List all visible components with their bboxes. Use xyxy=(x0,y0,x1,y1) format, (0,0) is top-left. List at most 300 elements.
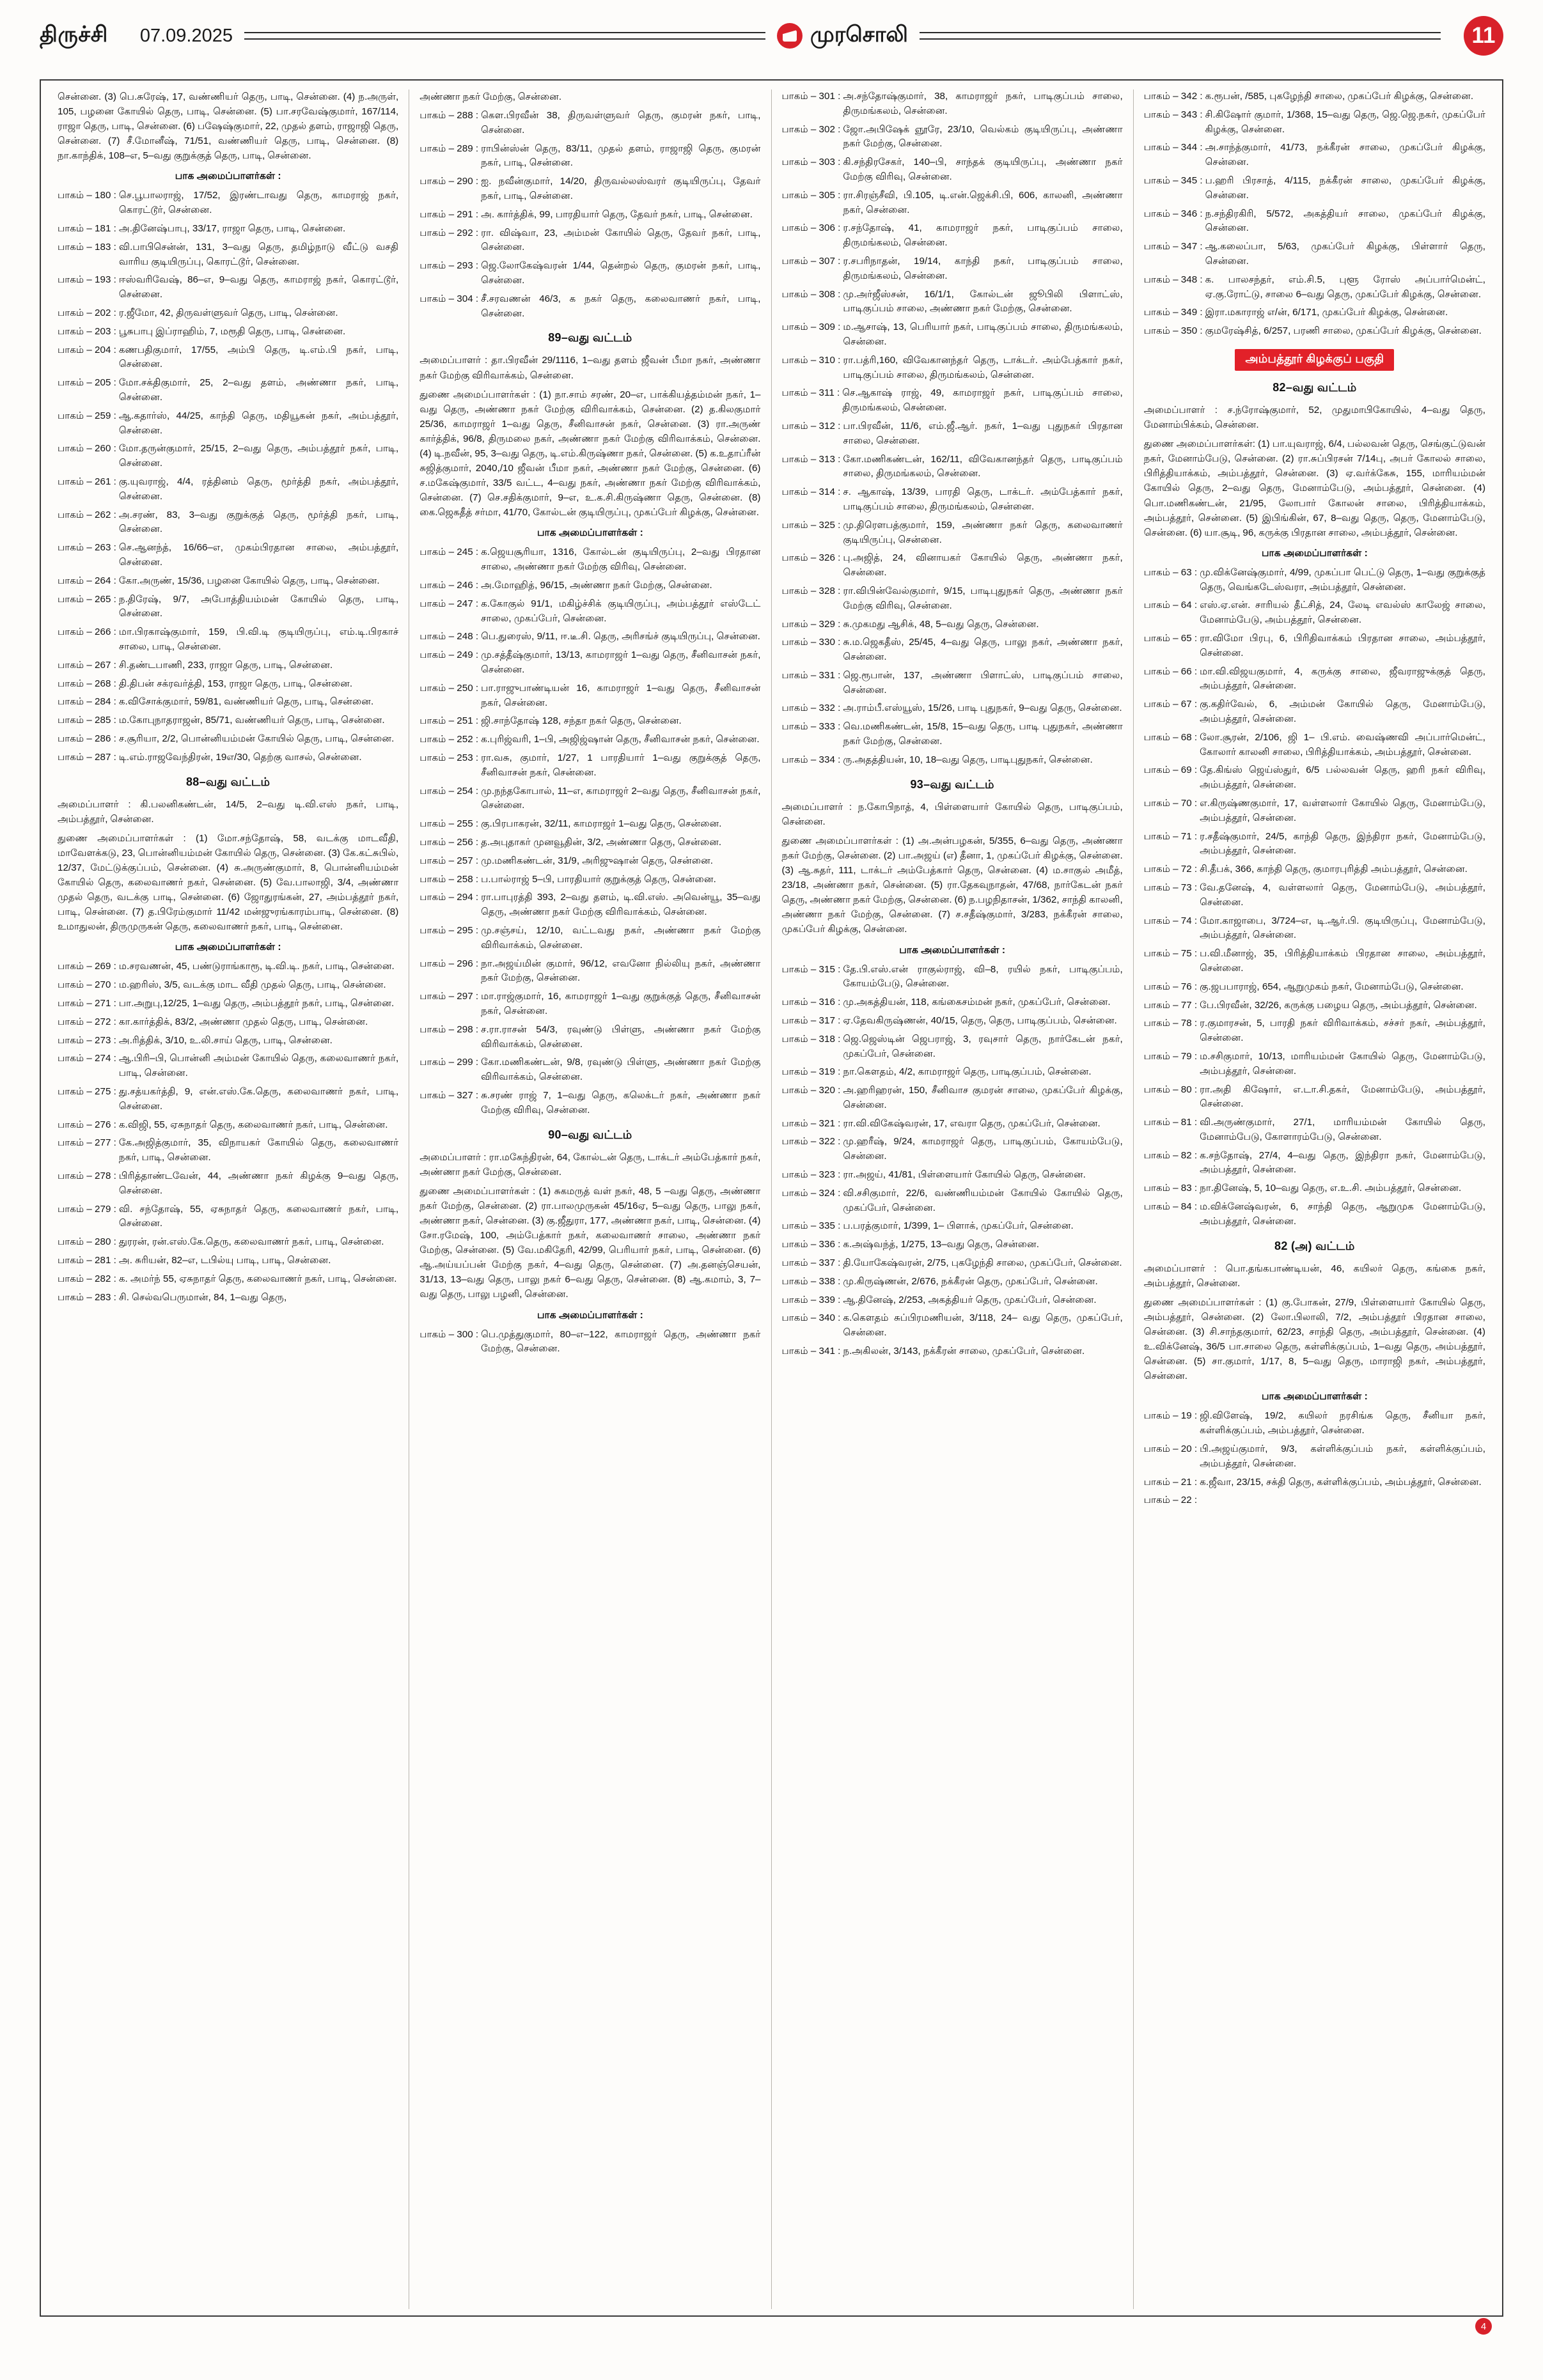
roster-entry-text: க.சந்தோஷ், 27/4, 4–வது தெரு, இந்திரா நகர், மேனாம்பேடு, அம்பத்தூர், சென்னை. xyxy=(1200,1149,1485,1176)
roster-entry-label: பாகம் – 342 : xyxy=(1143,91,1203,102)
roster-entry xyxy=(782,155,1123,185)
roster-entry xyxy=(58,1291,398,1305)
roster-entry xyxy=(782,453,1123,482)
roster-entry xyxy=(58,695,398,710)
roster-entry-label: பாகம் – 76 : xyxy=(1143,981,1198,992)
roster-entry-text: வெ.மணிகண்டன், 15/8, 15–வது தெரு, பாடி புதுநகர், அண்ணா நகர் மேற்கு, சென்னை. xyxy=(843,721,1123,747)
roster-entry xyxy=(419,597,760,626)
roster-entry-text: ரா.விபின்வேல்குமார், 9/15, பாடிபுதுநகர் தெரு, அண்ணா நகர் மேற்கு விரிவு, சென்னை. xyxy=(843,585,1123,611)
roster-entry-text: ஜி.விளேஷ், 19/2, கயிலர் நரசிங்க தெரு, சீனியா நகர், கள்ளிக்குப்பம், அம்பத்தூர், சென்னை. xyxy=(1200,1410,1485,1436)
roster-entry xyxy=(1144,306,1485,320)
roster-entry-text: ந.திரேஷ், 9/7, அபோத்தியம்மன் கோயில் தெரு, பாடி, சென்னை. xyxy=(118,593,399,619)
roster-entry xyxy=(1144,207,1485,237)
roster-entry-label: பாகம் – 319 : xyxy=(781,1066,841,1078)
roster-entry xyxy=(782,354,1123,383)
roster-entry-text: சி.தண்டபாணி, 233, ராஜா தெரு, பாடி, சென்னை. xyxy=(118,659,333,671)
roster-entry-text: கோ.மணிகண்டன், 162/11, விவேகானந்தர் தெரு, பாடிகுப்பம் சாலை, திருமங்கலம், சென்னை. xyxy=(843,453,1123,479)
roster-entry-text: ஜோ.அபிஷேக் ஞூரே, 23/10, வெல்கம் குடியிருப்பு, அண்ணா நகர் மேற்கு, சென்னை. xyxy=(843,123,1123,150)
roster-entry xyxy=(782,1311,1123,1341)
roster-entry-text: மு.விக்னேஷ்குமார், 4/99, முகப்பா பெட்டு தெரு, 1–வது குறுக்குத் தெரு, வெங்கடேஸ்வரா, அம்பத்தூர், சென்னை. xyxy=(1200,566,1485,593)
roster-entry xyxy=(1144,174,1485,203)
roster-entry-label: பாகம் – 264 : xyxy=(58,575,116,586)
roster-entry-text: து.சத்யகர்த்தி, 9, என்.எஸ்.கே.தெரு, கலைவாணர் நகர், பாடி, சென்னை. xyxy=(118,1085,399,1112)
roster-entry-text: ரு.அதத்தியன், 10, 18–வது தெரு, பாடிபுதுநகர், சென்னை. xyxy=(843,754,1093,765)
roster-entry xyxy=(58,978,398,993)
roster-entry-label: பாகம் – 78 : xyxy=(1143,1018,1198,1029)
masthead-city: திருச்சி xyxy=(40,22,108,47)
roster-entry-text: ர.சதீஷ்குமார், 24/5, காந்தி தெரு, இந்திரா நகர், மேனாம்பேடு, அம்பத்தூர், சென்னை. xyxy=(1200,830,1485,857)
roster-entry-label: பாகம் – 253 : xyxy=(419,752,479,764)
roster-entry-text: அ.சரண், 83, 3–வது குறுக்குத் தெரு, மூர்த்தி நகர், பாடி, சென்னை. xyxy=(118,509,399,535)
roster-entry xyxy=(58,409,398,439)
roster-entry xyxy=(1144,566,1485,595)
section-subheading: பாக அமைப்பாளர்கள் : xyxy=(537,1309,643,1321)
roster-entry-label: பாகம் – 66 : xyxy=(1143,665,1198,677)
roster-entry-text: ராபின்ஸ்ன் தெரு, 83/11, முதல் தளம், ராஜாஜி தெரு, குமரன் நகர், பாடி, சென்னை. xyxy=(481,143,761,169)
roster-entry-text: ர.குமாரசன், 5, பாரதி நகர் விரிவாக்கம், சச்சர் நகர், அம்பத்தூர், சென்னை. xyxy=(1200,1018,1485,1044)
roster-entry-label: பாகம் – 81 : xyxy=(1143,1117,1198,1128)
roster-entry xyxy=(1144,324,1485,339)
roster-entry xyxy=(1144,731,1485,760)
roster-entry-text: ரா.சிரஞ்சீவி, பி.105, டி.என்.ஜெக்சி.பி, 606, காலனி, அண்ணா நகர், சென்னை. xyxy=(843,189,1123,215)
roster-entry-label: பாகம் – 350 : xyxy=(1143,325,1203,337)
roster-entry-label: பாகம் – 265 : xyxy=(58,593,116,605)
roster-entry-label: பாகம் – 77 : xyxy=(1143,999,1198,1011)
roster-entry xyxy=(782,518,1123,548)
roster-entry xyxy=(419,1089,760,1118)
roster-entry-text: எஸ்.ஏ.என். சாரியல் தீட்சித், 24, லேடி எவல்ஸ் காலேஜ் சாலை, மேனாம்பேடு, அம்பத்தூர், சென்னை. xyxy=(1200,600,1485,626)
roster-entry xyxy=(782,618,1123,632)
roster-entry-text: கௌ.பிரவீன் 38, திருவள்ளுவர் தெரு, குமரன் நகர், பாடி, சென்னை. xyxy=(481,110,761,136)
paragraph: அமைப்பாளர் : ச.ந்ரோஷ்குமார், 52, முதுமாபிகோயில், 4–வது தெரு, மேனாம்பிக்கம், சென்னை. xyxy=(1143,404,1485,431)
roster-entry xyxy=(58,1202,398,1232)
area-heading-banner xyxy=(1144,349,1485,371)
roster-entry xyxy=(58,732,398,747)
roster-entry xyxy=(419,854,760,869)
roster-entry-text: சி.தீபக், 366, காந்தி தெரு, குமாரபுரித்தி அம்பத்தூர், சென்னை. xyxy=(1200,864,1468,875)
paragraph: அமைப்பாளர் : கி.பலனிகண்டன், 14/5, 2–வது டி.வி.எஸ் நகர், பாடி, அம்பத்தூர், சென்னை. xyxy=(58,798,399,825)
rising-sun-logo-icon xyxy=(777,23,803,49)
roster-entry-label: பாகம் – 340 : xyxy=(781,1312,841,1324)
roster-entry-label: பாகம் – 183 : xyxy=(58,241,116,253)
roster-entry-label: பாகம் – 256 : xyxy=(419,837,479,848)
roster-entry xyxy=(58,343,398,373)
roster-entry xyxy=(1144,1116,1485,1145)
roster-entry xyxy=(1144,914,1485,944)
roster-entry xyxy=(419,957,760,986)
roster-entry xyxy=(58,189,398,218)
roster-entry-text: மு.ஹரீஷ், 9/24, காமராஜர் தெரு, பாடிகுப்பம், கோயம்பேடு, சென்னை. xyxy=(843,1136,1123,1162)
roster-entry xyxy=(419,990,760,1019)
roster-entry xyxy=(1144,1050,1485,1079)
roster-entry-text: பே.பிரவீன், 32/26, கருக்கு பழைய தெரு, அம்பத்தூர், சென்னை. xyxy=(1200,999,1477,1011)
roster-entry-text: ஆ.தினேஷ், 2/253, அகத்தியர் தெரு, முகப்பேர், சென்னை. xyxy=(843,1294,1097,1305)
roster-entry xyxy=(419,630,760,644)
roster-entry xyxy=(419,1023,760,1052)
roster-entry xyxy=(58,960,398,974)
roster-entry xyxy=(1144,108,1485,137)
roster-entry-text xyxy=(1200,1493,1485,1508)
roster-entry-label: பாகம் – 249 : xyxy=(419,649,479,661)
ward-heading: 88–வது வட்டம் xyxy=(186,775,270,788)
roster-entry xyxy=(782,254,1123,284)
column-container xyxy=(41,81,1502,2315)
roster-entry-label: பாகம் – 277 : xyxy=(58,1137,116,1149)
roster-entry-text: சீ.சரவணன் 46/3, க நகர் தெரு, கலைவாணர் நகர், பாடி, சென்னை. xyxy=(481,293,761,319)
roster-entry xyxy=(1144,141,1485,170)
paragraph: துணை அமைப்பாளர்கள் : (1) நா.சாம் சரண், 20–எ, பாக்கியத்தம்மன் நகர், 1–வது தெரு, அண்ணா நகர் மேற்கு விரிவாக்கம், சென்னை. (2) த.கிலகுமார் 25/36, காமராஜர் 1–வது தெரு, சீனிவாசன் நகர், சென்னை. (3) ரா.அருண் கார்த்திக், 96/8, திருமலை நகர், அண்ணா நகர் மேற்கு விரிவாக்கம், சென்னை. (4) டி.நவீன், 95, 3–வது தெரு, டி.எம்.கிருஷ்ணா நகர், சென்னை. (5) க.உதாப்ரீன் சுஜித்குமார், 2040,/10 ஜீவன் பீமா நகர், அண்ணா நகர் மேற்கு, சென்னை. (6) ச.மகேஷ்குமார், 33/5 வட்ட, 4–வது நகர், அண்ணா நகர் மேற்கு விரிவாக்கம், சென்னை. (7) செ.சதிக்குமார், 9–எ, உ.க.சி.கிருஷ்ணா தெரு, சென்னை. (8) கை.ஜெகதீத் சர்மா, 41/70, கோல்டன் குடியிருப்பு, முகப்பேர் கிழக்கு, சென்னை. xyxy=(419,389,761,518)
roster-entry-label: பாகம் – 302 : xyxy=(781,123,841,135)
roster-entry-label: பாகம் – 294 : xyxy=(419,892,479,903)
roster-entry-label: பாகம் – 247 : xyxy=(419,598,479,609)
roster-entry-label: பாகம் – 80 : xyxy=(1143,1084,1198,1095)
roster-entry xyxy=(58,625,398,655)
roster-entry-text: க.கோகுல் 91/1, மகிழ்ச்சிக் குடியிருப்பு, அம்பத்தூர் எஸ்டேட் சாலை, முகப்பேர், சென்னை. xyxy=(481,598,761,624)
ward-heading: 82 (அ) வட்டம் xyxy=(1274,1239,1355,1252)
roster-entry xyxy=(1144,273,1485,302)
roster-entry xyxy=(782,320,1123,350)
roster-entry xyxy=(782,1168,1123,1183)
roster-entry-text: ம.விக்னேஷ்வரன், 6, சாந்தி தெரு, ஆறுமுக மேனாம்பேடு, அம்பத்தூர், சென்னை. xyxy=(1200,1201,1485,1227)
roster-entry-text: க.அஷ்வந்த், 1/275, 13–வது தெரு, சென்னை. xyxy=(843,1239,1039,1250)
paragraph: சென்னை. (3) பெ.சுரேஷ், 17, வண்ணியர் தெரு, பாடி, சென்னை. (4) ந.அருள், 105, பழனை கோயில் தெரு, பாடி, சென்னை. (5) பா.சரவேஷ்குமார், 167/114, ராஜா தெரு, பாடி, சென்னை. (6) பஷேஷ்குமார், 22, முதல் தளம், ராஜாஜி தெரு, சென்னை. (7) சீ.மோனீஷ், 71/51, வண்ணியர் தெரு, பாடி, சென்னை. (8) நா.காந்திக், 108–எ, 5–வது குறுக்குத் தெரு, பாடி, சென்னை. xyxy=(58,91,399,162)
roster-entry xyxy=(58,541,398,570)
roster-entry-text: டி.எம்.ராஜவேந்திரன், 19எ/30, தெற்கு வாசல், சென்னை. xyxy=(118,751,362,763)
roster-entry xyxy=(1144,1493,1485,1508)
roster-entry-text: ஈஸ்வரிவேஷ், 86–எ, 9–வது தெரு, காமராஜ் நகர், கொரட்டூர், சென்னை. xyxy=(118,274,399,300)
roster-entry xyxy=(58,508,398,538)
roster-entry xyxy=(782,485,1123,515)
roster-entry-text: ஆ.பிரி–பி, பொன்னி அம்மன் கோயில் தெரு, கலைவாணர் நகர், பாடி, சென்னை. xyxy=(118,1053,399,1079)
roster-entry-label: பாகம் – 19 : xyxy=(1143,1410,1198,1422)
roster-entry-text: கே.அஜித்குமார், 35, விநாயகர் கோயில் தெரு, கலைவாணர் நகர், பாடி, சென்னை. xyxy=(118,1137,399,1163)
roster-entry xyxy=(419,891,760,920)
roster-entry xyxy=(782,1117,1123,1132)
roster-entry-label: பாகம் – 292 : xyxy=(419,227,479,238)
roster-entry xyxy=(782,386,1123,416)
paragraph: அமைப்பாளர் : ந.கோபிநாத், 4, பிள்ளையார் கோயில் தெரு, பாடிகுப்பம், சென்னை. xyxy=(781,801,1123,827)
roster-entry-label: பாகம் – 282 : xyxy=(58,1273,116,1284)
ward-heading: 90–வது வட்டம் xyxy=(548,1128,632,1141)
roster-entry-label: பாகம் – 315 : xyxy=(781,963,841,975)
roster-entry-label: பாகம் – 330 : xyxy=(781,637,841,648)
roster-entry xyxy=(419,873,760,887)
roster-entry-text: கு.ஜபபாராஜ், 654, ஆறுமுகம் நகர், மேனாம்பேடு, சென்னை. xyxy=(1200,981,1464,992)
roster-entry-label: பாகம் – 328 : xyxy=(781,585,841,596)
roster-entry-label: பாகம் – 332 : xyxy=(781,703,841,714)
roster-entry-label: பாகம் – 291 : xyxy=(419,208,479,220)
roster-entry-text: ம.சசிகுமார், 10/13, மாரியம்மன் கோயில் தெரு, மேனாம்பேடு, அம்பத்தூர், சென்னை. xyxy=(1200,1050,1485,1077)
roster-entry-text: ரா.வி.விகேஷ்வரன், 17, எவரா தெரு, முகப்பேர், சென்னை. xyxy=(843,1117,1100,1129)
roster-entry-label: பாகம் – 271 : xyxy=(58,998,116,1009)
masthead-date: 07.09.2025 xyxy=(139,25,233,46)
roster-entry-text: அ. சுரியன், 82–எ, டபில்யு பாடி, பாடி, சென்னை. xyxy=(118,1254,331,1266)
roster-entry-text: த.அபுதாகர் முனவூதின், 3/2, அண்ணா தெரு, சென்னை. xyxy=(481,837,722,848)
roster-entry-text: ர.சந்தோஷ், 41, காமராஜர் நகர், பாடிகுப்பம் சாலை, திருமங்கலம், சென்னை. xyxy=(843,222,1123,249)
roster-entry-text: மு.சத்தீஷ்குமார், 13/13, காமராஜர் 1–வது தெரு, சீனிவாசன் நகர், சென்னை. xyxy=(481,649,761,676)
roster-entry-label: பாகம் – 202 : xyxy=(58,307,116,319)
roster-entry-label: பாகம் – 286 : xyxy=(58,733,116,744)
page-number-badge: 11 xyxy=(1464,16,1503,56)
paragraph: துணை அமைப்பாளர்கள் : (1) சுகமருத் வள் நகர், 48, 5 –வது தெரு, அண்ணா நகர் மேற்கு, சென்னை. (2) ரா.பாலமுருகன் 45/16ஏ, 5–வது தெரு, பாலு நகர், அண்ணா நகர், சென்னை. (3) கு.ஜீதுரா, 177, அண்ணா நகர், பாடி, சென்னை. (4) சோ.ரமேஷ், 100, அம்பேத்கார் நகர், கலைவாணர் சாலை, அண்ணா நகர் மேற்கு, சென்னை. (5) வே.மகிதேரி, 42/99, பெரியார் நகர், பாடி, சென்னை. (6) ஆ.அய்யப்பன் மேற்கு நகர், 4–வது தெரு, சென்னை. (7) அ.தனஞ்செயன், 31/13, 13–வது தெரு, பாலு நகர் 6–வது தெரு, சென்னை. (8) ஆ.கமாம், 3, 7–வது தெரு, பாலு பழனி, சென்னை. xyxy=(419,1185,761,1300)
roster-entry-text: மு.மணிகண்டன், 31/9, அரிஜுஷான் தெரு, சென்னை. xyxy=(481,855,714,866)
text-column xyxy=(409,89,771,2309)
roster-entry xyxy=(58,751,398,765)
paragraph: அமைப்பாளர் : பொ.தங்கபாண்டியன், 46, கயிலர் தெரு, கங்கை நகர், அம்பத்தூர், சென்னை. xyxy=(1143,1263,1485,1289)
roster-entry-text: க.ரூபன், /585, புகழேந்தி சாலை, முகப்பேர் கிழக்கு, சென்னை. xyxy=(1205,91,1474,102)
roster-entry-label: பாகம் – 20 : xyxy=(1143,1443,1198,1455)
roster-entry-label: பாகம் – 320 : xyxy=(781,1085,841,1096)
roster-entry-label: பாகம் – 284 : xyxy=(58,696,116,708)
roster-entry-text: ஜெ.ரூபான், 137, அண்ணா பிளாட்ஸ், பாடிகுப்பம் சாலை, சென்னை. xyxy=(843,669,1123,696)
roster-entry-text: ஜெ.ஜெஸ்டின் ஜெபராஜ், 3, ரவுசார் தெரு, நார்கேடன் நகர், முகப்பேர், சென்னை. xyxy=(843,1033,1123,1059)
roster-entry-label: பாகம் – 288 : xyxy=(419,110,479,121)
roster-entry-text: கா.கார்த்திக், 83/2, அண்ணா முதல் தெரு, பாடி, சென்னை. xyxy=(118,1016,368,1027)
roster-entry xyxy=(419,714,760,729)
roster-entry-label: பாகம் – 334 : xyxy=(781,754,841,765)
roster-entry-text: க.விஜி, 55, ஏசுநாதர் தெரு, கலைவாணர் நகர், பாடி, சென்னை. xyxy=(118,1119,388,1130)
roster-entry-text: ச.ரா.ராசன் 54/3, ரவுண்டு பிள்ளு, அண்ணா நகர் மேற்கு விரிவாக்கம், சென்னை. xyxy=(481,1023,761,1050)
roster-entry-text: செ.பூபாலராஜ், 17/52, இரண்டாவது தெரு, காமராஜ் நகர், கொரட்டூர், சென்னை. xyxy=(118,190,399,216)
roster-entry-label: பாகம் – 298 : xyxy=(419,1023,479,1035)
roster-entry xyxy=(58,240,398,270)
roster-entry xyxy=(58,273,398,302)
roster-entry-text: க.கௌதம் சுப்பிரமணியன், 3/118, 24– வது தெரு, முகப்பேர், சென்னை. xyxy=(843,1312,1123,1339)
roster-entry xyxy=(58,306,398,321)
text-column xyxy=(772,89,1134,2309)
roster-entry-label: பாகம் – 67 : xyxy=(1143,699,1198,710)
roster-entry-label: பாகம் – 296 : xyxy=(419,958,479,969)
roster-entry xyxy=(1144,240,1485,269)
roster-entry-label: பாகம் – 75 : xyxy=(1143,948,1198,960)
roster-entry-text: அ.சாந்த்குமார், 41/73, நக்கீரன் சாலை, முகப்பேர் கிழக்கு, சென்னை. xyxy=(1205,142,1485,168)
roster-entry-text: க.விசோக்குமார், 59/81, வண்ணியர் தெரு, பாடி, சென்னை. xyxy=(118,696,374,708)
roster-entry xyxy=(782,123,1123,152)
roster-entry-label: பாகம் – 246 : xyxy=(419,580,479,591)
roster-entry-label: பாகம் – 71 : xyxy=(1143,830,1198,842)
roster-entry-label: பாகம் – 285 : xyxy=(58,715,116,726)
roster-entry-text: வே.தனேஷ், 4, வள்ளலார் தெரு, மேனாம்பேடு, அம்பத்தூர், சென்னை. xyxy=(1200,882,1485,908)
paragraph: துணை அமைப்பாளர்கள் : (1) மோ.சந்தோஷ், 58, வடக்கு மாடவீதி, மாவேளக்கடு, 23, பொன்னியம்மன் கோயில் தெரு, சென்னை. (3) கே.கட்சுபில், 12/37, மேட்டுக்குப்பம், சென்னை. (4) சு.அருண்குமார், 8, பொன்னியம்மன் கோயில் தெரு, கலைவாணர் நகர், சென்னை. (5) வே.பாலாஜி, 3/4, அண்ணா முதல் தெரு, வடக்கு பாடி, சென்னை. (6) ஜோதுரங்கன், 27, அம்பத்தூர் நகர், பாடி, சென்னை. (7) த.பிரேம்குமார் 11/42 மன்ஜுரங்காரம்பாடி, சென்னை. (8) உமாதுலன், திருமுருகன் தெரு, கலைவாணர் நகர், பாடி, சென்னை. xyxy=(58,832,399,933)
roster-entry-label: பாகம் – 254 : xyxy=(419,785,479,797)
roster-entry-text: க.ஜீவா, 23/15, சக்தி தெரு, கள்ளிக்குப்பம், அம்பத்தூர், சென்னை. xyxy=(1200,1476,1482,1488)
roster-entry-text: ரா.பத்ரி,160, விவேகானந்தர் தெரு, டாக்டர். அம்பேத்கார் நகர், பாடிகுப்பம் சாலை, திருமங்கலம், சென்னை. xyxy=(843,354,1123,380)
roster-entry xyxy=(1144,881,1485,910)
roster-entry-text: ப.ஹரி பிரசாத், 4/115, நக்கீரன் சாலை, முகப்பேர் கிழக்கு, சென்னை. xyxy=(1205,175,1485,201)
roster-entry-label: பாகம் – 269 : xyxy=(58,961,116,972)
roster-entry-text: பா.அறுபு,12/25, 1–வது தெரு, அம்பத்தூர் நகர், பாடி, சென்னை. xyxy=(118,998,395,1009)
roster-entry-label: பாகம் – 255 : xyxy=(419,818,479,830)
roster-entry-label: பாகம் – 341 : xyxy=(781,1346,841,1357)
roster-entry-label: பாகம் – 339 : xyxy=(781,1294,841,1305)
roster-entry-label: பாகம் – 258 : xyxy=(419,873,479,885)
roster-entry-text: ர.சபரிநாதன், 19/14, காந்தி நகர், பாடிகுப்பம் சாலை, திருமங்கலம், சென்னை. xyxy=(843,255,1123,281)
roster-entry-label: பாகம் – 287 : xyxy=(58,751,116,763)
roster-entry-label: பாகம் – 251 : xyxy=(419,715,479,727)
roster-entry-label: பாகம் – 300 : xyxy=(419,1328,479,1340)
roster-entry-text: அ.ஹரிஹரன், 150, சீனிவாச குமரன் சாலை, முகப்பேர் கிழக்கு, சென்னை. xyxy=(843,1085,1123,1110)
roster-entry xyxy=(419,579,760,593)
roster-entry xyxy=(58,475,398,504)
roster-entry-label: பாகம் – 84 : xyxy=(1143,1201,1198,1213)
roster-entry-text: ம.கோபுநாதராஜன், 85/71, வண்ணியர் தெரு, பாடி, சென்னை. xyxy=(118,715,385,726)
ward-heading: 89–வது வட்டம் xyxy=(548,331,632,345)
roster-entry-label: பாகம் – 336 : xyxy=(781,1239,841,1250)
roster-entry-text: ரா.விமோ பிரபு, 6, பிரிதிவாக்கம் பிரதான சாலை, அம்பத்தூர், சென்னை. xyxy=(1200,632,1485,658)
roster-entry-label: பாகம் – 203 : xyxy=(58,325,116,337)
roster-entry-label: பாகம் – 317 : xyxy=(781,1015,841,1026)
roster-entry xyxy=(1144,1016,1485,1046)
roster-entry-label: பாகம் – 323 : xyxy=(781,1169,841,1181)
roster-entry-text: மோ.சக்திகுமார், 25, 2–வது தளம், அண்ணா நகர், பாடி, சென்னை. xyxy=(118,377,399,403)
roster-entry-text: ப.வி.மீனாஜ், 35, பிரித்தியாக்கம் பிரதான சாலை, அம்பத்தூர், சென்னை. xyxy=(1200,948,1485,974)
roster-entry-label: பாகம் – 349 : xyxy=(1143,307,1203,318)
text-column xyxy=(1134,89,1496,2309)
section-subheading: பாக அமைப்பாளர்கள் : xyxy=(1261,1391,1368,1403)
roster-entry xyxy=(782,995,1123,1010)
roster-entry-text: நா.தினேஷ், 5, 10–வது தெரு, எ.உ.சி. அம்பத்தூர், சென்னை. xyxy=(1200,1183,1462,1194)
roster-entry xyxy=(58,1136,398,1165)
roster-entry-text: ப.பால்ராஜ் 5–பி, பாரதியார் குறுக்குத் தெரு, சென்னை. xyxy=(481,873,716,885)
footer-mark: 4 xyxy=(1475,2318,1492,2335)
roster-entry-label: பாகம் – 252 : xyxy=(419,734,479,745)
roster-entry xyxy=(1144,797,1485,826)
masthead-brand xyxy=(777,22,908,50)
roster-entry xyxy=(1144,598,1485,628)
roster-entry-label: பாகம் – 304 : xyxy=(419,293,479,304)
roster-entry xyxy=(782,1084,1123,1113)
roster-entry xyxy=(782,1065,1123,1080)
roster-entry-label: பாகம் – 273 : xyxy=(58,1034,116,1046)
roster-entry-text: ந.அகிலன், 3/143, நக்கீரன் சாலை, முகப்பேர், சென்னை. xyxy=(843,1346,1085,1357)
roster-entry-text: மு.கிருஷ்ணன், 2/676, நக்கீரன் தெரு, முகப்பேர், சென்னை. xyxy=(843,1275,1098,1287)
roster-entry-label: பாகம் – 79 : xyxy=(1143,1050,1198,1062)
roster-entry-text: சி.கிஷோர் குமார், 1/368, 15–வது தெரு, ஜெ.ஜெ.நகர், முகப்பேர் கிழக்கு, சென்னை. xyxy=(1205,109,1485,135)
content-frame xyxy=(40,79,1503,2332)
roster-entry-text: பா.பிரவீன், 11/6, எம்.ஜீ.ஆர். நகர், 1–வது புதுநகர் பிரதான சாலை, சென்னை. xyxy=(843,420,1123,446)
roster-entry-label: பாகம் – 344 : xyxy=(1143,142,1203,153)
roster-entry xyxy=(419,226,760,256)
roster-entry-text: ஏ.தேவகிருஷ்ணன், 40/15, தெரு, தெரு, பாடிகுப்பம், சென்னை. xyxy=(843,1015,1117,1026)
section-subheading: பாக அமைப்பாளர்கள் : xyxy=(175,942,281,953)
roster-entry xyxy=(782,963,1123,992)
roster-entry xyxy=(58,713,398,728)
roster-entry-label: பாகம் – 261 : xyxy=(58,476,116,488)
roster-entry xyxy=(58,442,398,471)
roster-entry-text: அ.ராம்பீ.எஸ்யூஸ், 15/26, பாடி புதுநகர், 9–வது தெரு, சென்னை. xyxy=(843,703,1122,714)
roster-entry-text: நா.கௌதம், 4/2, காமராஜர் தெரு, பாடிகுப்பம், சென்னை. xyxy=(843,1066,1092,1078)
roster-entry-text: மு.சஞ்சய், 12/10, வட்டவது நகர், அண்ணா நகர் மேற்கு விரிவாக்கம், சென்னை. xyxy=(481,925,761,951)
roster-entry-label: பாகம் – 275 : xyxy=(58,1085,116,1097)
roster-entry-text: செ.ஆனந்த், 16/66–எ, முகம்பிரதான சாலை, அம்பத்தூர், சென்னை. xyxy=(118,542,399,568)
section-subheading: பாக அமைப்பாளர்கள் : xyxy=(537,527,643,539)
roster-entry xyxy=(419,545,760,575)
roster-entry-label: பாகம் – 263 : xyxy=(58,542,116,554)
roster-entry-text: ரா.பாபுரத்தி 393, 2–வது தளம், டி.வி.எஸ். அவென்யூ, 35–வது தெரு, அண்ணா நகர் மேற்கு விரிவாக்கம், சென்னை. xyxy=(481,892,761,918)
paragraph: துணை அமைப்பாளர்கள் : (1) அ.அன்பழகன், 5/355, 6–வது தெரு, அண்ணா நகர் மேற்கு, சென்னை. (2) பா.அஜய் (எ) தீனா, 1, முகப்பேர் கிழக்கு, சென்னை. (3) ஆ.சுதர், 111, டாக்டர் அம்பேத்கார் தெரு, சென்னை. (4) ம.சாகுல் அமீத், 23/18, அண்ணா நகர், சென்னை. (5) ரா.தேகவுநாதன், 47/68, நார்கேடன் நகர் தெரு, அண்ணா நகர் மேற்கு, சென்னை. (6) ந.பழநிதாசன், 1/362, சாந்தி காலனி, அண்ணா நகர் மேற்கு, சென்னை. (7) ச.சதீஷ்குமார், 3/283, நக்கீரன் சாலை, முகப்பேர் கிழக்கு, சென்னை. xyxy=(781,835,1123,935)
roster-entry-text: கு.பிரபாகரன், 32/11, காமராஜர் 1–வது தெரு, சென்னை. xyxy=(481,818,722,830)
roster-entry-label: பாகம் – 338 : xyxy=(781,1275,841,1287)
roster-entry xyxy=(782,1275,1123,1289)
roster-entry xyxy=(58,1034,398,1048)
roster-entry xyxy=(782,753,1123,768)
roster-entry-label: பாகம் – 181 : xyxy=(58,223,116,235)
roster-entry-label: பாகம் – 70 : xyxy=(1143,797,1198,809)
roster-entry-text: பிரித்தாண்டவேன், 44, அண்ணா நகர் கிழக்கு 9–வது தெரு, சென்னை. xyxy=(118,1170,399,1196)
roster-entry-text: ஜி.சாந்தோஷ் 128, சந்தா நகர் தெரு, சென்னை. xyxy=(481,715,682,727)
roster-entry-label: பாகம் – 65 : xyxy=(1143,632,1198,644)
roster-entry xyxy=(58,1085,398,1114)
roster-entry-label: பாகம் – 279 : xyxy=(58,1203,116,1215)
roster-entry-text: ப.பரத்குமார், 1/399, 1– பிளாக், முகப்பேர், சென்னை. xyxy=(843,1220,1074,1232)
roster-entry-label: பாகம் – 290 : xyxy=(419,176,479,187)
roster-entry xyxy=(782,1032,1123,1062)
roster-entry xyxy=(1144,1409,1485,1438)
roster-entry-text: தி.திபன் சக்ரவர்த்தி, 153, ராஜா தெரு, பாடி, சென்னை. xyxy=(118,678,353,689)
roster-entry-label: பாகம் – 21 : xyxy=(1143,1476,1198,1488)
roster-entry-label: பாகம் – 283 : xyxy=(58,1291,116,1303)
roster-entry-text: நா.அஜய்மின் குமார், 96/12, எவனோ நில்லியு நகர், அண்ணா நகர் மேற்கு, சென்னை. xyxy=(481,958,761,984)
roster-entry-label: பாகம் – 309 : xyxy=(781,322,841,333)
roster-entry xyxy=(782,584,1123,614)
roster-entry-text: ச.சூரியா, 2/2, பொன்னியம்மன் கோயில் தெரு, பாடி, சென்னை. xyxy=(118,733,395,744)
roster-entry-text: அ.சந்தோஷ்குமார், 38, காமராஜர் நகர், பாடிகுப்பம் சாலை, திருமங்கலம், சென்னை. xyxy=(843,91,1123,116)
roster-entry-text: மோ.தருன்குமார், 25/15, 2–வது தெரு, அம்பத்தூர் நகர், பாடி, சென்னை. xyxy=(118,443,399,469)
roster-entry-label: பாகம் – 312 : xyxy=(781,420,841,432)
roster-entry-text: சு.சரண் ராஜ் 7, 1–வது தெரு, கலெக்டர் நகர், அண்ணா நகர் மேற்கு விரிவு, சென்னை. xyxy=(481,1089,761,1116)
roster-entry-label: பாகம் – 72 : xyxy=(1143,864,1198,875)
roster-entry-text: ரா.வசு, குமார், 1/27, 1 பாரதியார் 1–வது குறுக்குத் தெரு, சீனிவாசன் நகர், சென்னை. xyxy=(481,752,761,778)
roster-entry xyxy=(1144,1181,1485,1196)
roster-entry-text: அ. கார்த்திக், 99, பாரதியார் தெரு, தேவர் நகர், பாடி, சென்னை. xyxy=(481,208,753,220)
roster-entry-label: பாகம் – 278 : xyxy=(58,1170,116,1181)
roster-entry xyxy=(58,376,398,405)
roster-entry xyxy=(419,259,760,288)
roster-entry-text: இரா.மகாராஜ் எ/ன், 6/171, முகப்பேர் கிழக்கு, சென்னை. xyxy=(1205,307,1448,318)
roster-entry-label: பாகம் – 270 : xyxy=(58,979,116,991)
roster-entry xyxy=(1144,763,1485,793)
roster-entry xyxy=(1144,632,1485,661)
roster-entry-label: பாகம் – 303 : xyxy=(781,157,841,168)
roster-entry-text: ரா.அஜய், 41/81, பிள்ளையார் கோயில் தெரு, சென்னை. xyxy=(843,1169,1086,1181)
roster-entry xyxy=(1144,999,1485,1013)
roster-entry-text: மா.வி.விஜயகுமார், 4, கருக்கு சாலை, ஜீவராஜுக்குத் தெரு, அம்பத்தூர், சென்னை. xyxy=(1200,665,1485,692)
roster-entry-label: பாகம் – 245 : xyxy=(419,547,479,558)
roster-entry-label: பாகம் – 299 : xyxy=(419,1057,479,1068)
roster-entry-text: சு.ம.ஜெகதீஸ், 25/45, 4–வது தெரு, பாலு நகர், அண்ணா நகர், சென்னை. xyxy=(843,637,1123,663)
roster-entry xyxy=(782,1014,1123,1029)
roster-entry xyxy=(58,325,398,339)
roster-entry-text: அ.ரித்திக், 3/10, உ.லி.சாய் தெரு, பாடி, சென்னை. xyxy=(118,1034,333,1046)
roster-entry xyxy=(1144,89,1485,104)
roster-entry-text: ஆ.கலைப்பா, 5/63, முகப்பேர் கிழக்கு, பிள்ளார் தெரு, சென்னை. xyxy=(1205,241,1485,267)
roster-entry-label: பாகம் – 276 : xyxy=(58,1119,116,1130)
roster-entry-label: பாகம் – 248 : xyxy=(419,631,479,642)
roster-entry xyxy=(58,997,398,1011)
roster-entry-text: க.புரிஜ்வரி, 1–பி, அஜிஜ்ஷான் தெரு, சீனிவாசன் நகர், சென்னை. xyxy=(481,734,760,745)
roster-entry-text: ம.சரவணன், 45, பண்டுராங்காரூ, டி.வி.டி. நகர், பாடி, சென்னை. xyxy=(118,961,395,972)
roster-entry xyxy=(58,222,398,237)
ward-heading: 93–வது வட்டம் xyxy=(910,777,994,791)
roster-entry-text: கு.யுவராஜ், 4/4, ரத்தினம் தெரு, மூர்த்தி நகர், அம்பத்தூர், சென்னை. xyxy=(118,476,399,502)
roster-entry-label: பாகம் – 260 : xyxy=(58,443,116,455)
roster-entry-text: தி.யோகேஷ்வரன், 2/75, புகழேந்தி சாலை, முகப்பேர், சென்னை. xyxy=(843,1257,1122,1269)
roster-entry xyxy=(419,208,760,222)
area-heading-label: அம்பத்தூர் கிழக்குப் பகுதி xyxy=(1235,349,1394,371)
roster-entry xyxy=(58,1169,398,1199)
roster-entry xyxy=(58,593,398,622)
roster-entry xyxy=(1144,1149,1485,1178)
